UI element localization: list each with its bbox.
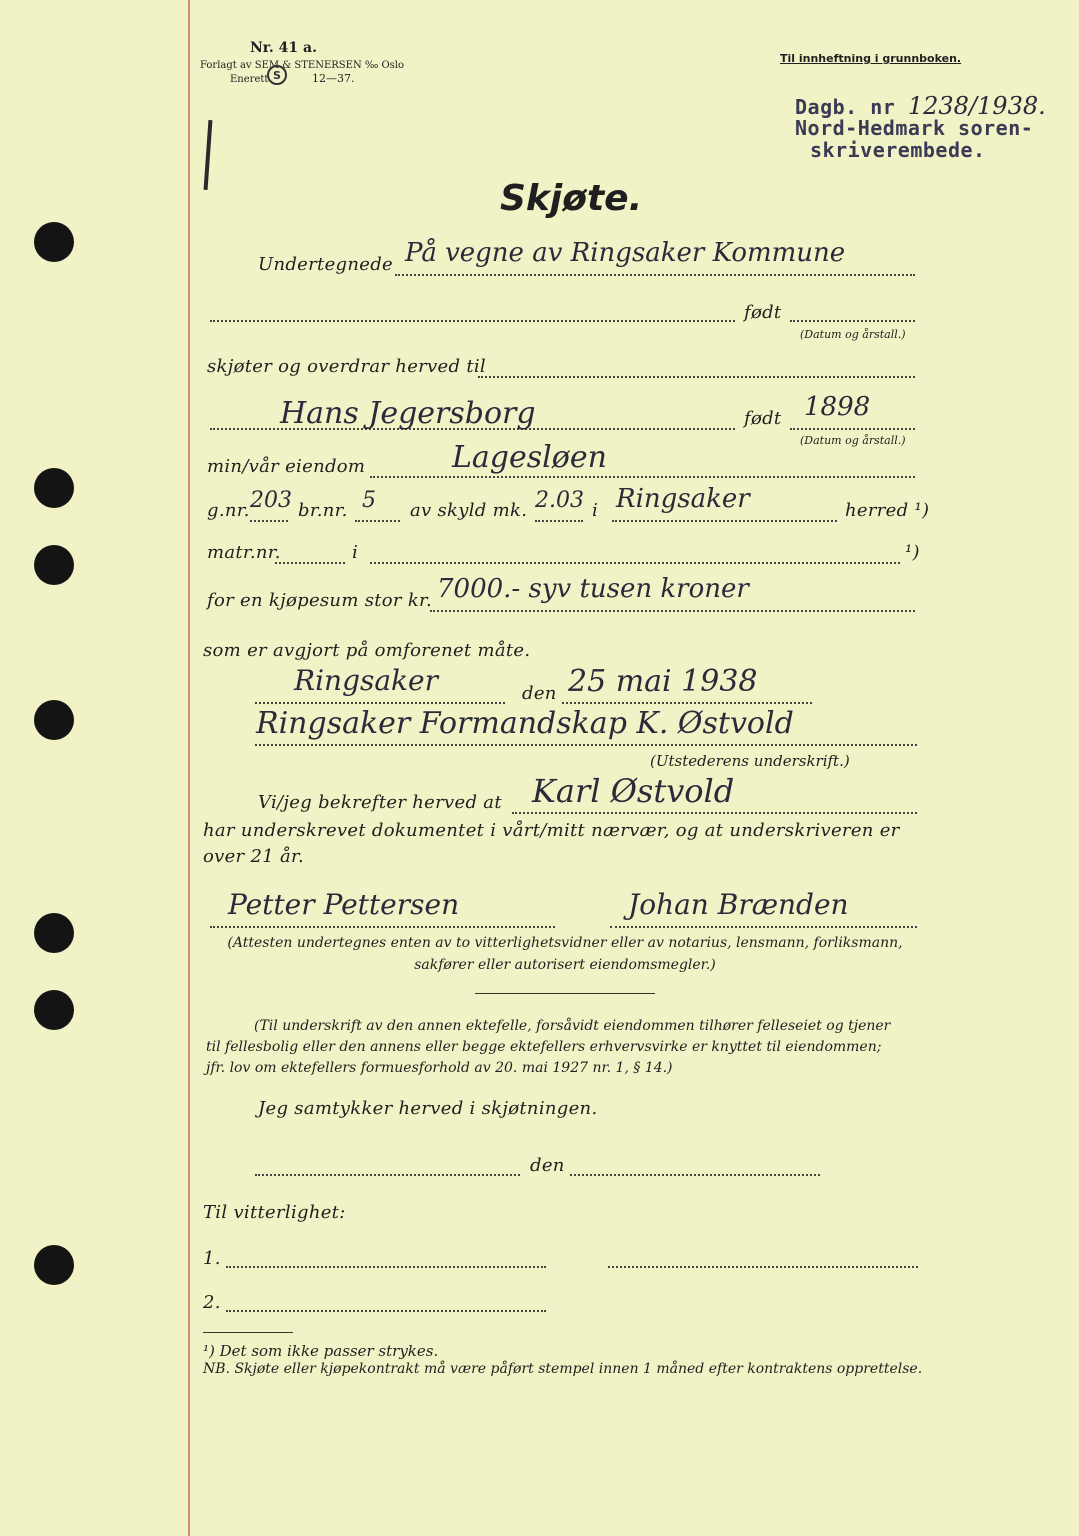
datum-note-2: (Datum og årstall.) [800, 434, 906, 447]
binder-hole-icon [34, 990, 74, 1030]
bekrefter-line [512, 812, 917, 814]
footnote-separator [203, 1332, 293, 1333]
matr-note: ¹) [905, 542, 920, 563]
place-line [255, 702, 505, 704]
brnr-line [355, 520, 400, 522]
matr-i-line [370, 562, 900, 564]
skyld-label: av skyld mk. [410, 500, 528, 521]
gnr-label: g.nr. [207, 500, 250, 521]
undertegnede-label: Undertegnede [258, 254, 393, 275]
eiendom-value: Lagesløen [452, 440, 607, 475]
binder-hole-icon [34, 700, 74, 740]
kjopesum-label: for en kjøpesum stor kr. [207, 590, 433, 611]
stamp-line-1: Dagb. nr 1238/1938. [795, 92, 1046, 120]
fodt-date-line-1 [790, 320, 915, 322]
bekrefter-rest-2: over 21 år. [203, 846, 304, 867]
gnr-line [250, 520, 288, 522]
journal-number: 1238/1938. [907, 92, 1046, 120]
utsteder-note: (Utstederens underskrift.) [650, 752, 850, 770]
attest-note: (Attesten undertegnes enten av to vitterlighetsvidner eller av notarius, lensmann, forliksmann, sakfører eller autorisert eiendomsmegler.) [227, 935, 903, 973]
datum-note-1: (Datum og årstall.) [800, 328, 906, 341]
eiendom-label: min/vår eiendom [207, 456, 366, 477]
form-edition: 12—37. [312, 72, 355, 85]
binder-hole-icon [34, 545, 74, 585]
consent-text: Jeg samtykker herved i skjøtningen. [258, 1098, 598, 1119]
witness-2: Johan Brænden [628, 888, 849, 921]
witness-number-2: 2. [203, 1292, 221, 1313]
stamp-line-3: skriverembede. [810, 138, 986, 162]
undertegnede-line [395, 274, 915, 276]
publisher-line: Forlagt av SEM & STENERSEN ‰ Oslo [200, 60, 405, 71]
date-value: 25 mai 1938 [568, 664, 758, 699]
binder-hole-icon [34, 468, 74, 508]
binder-hole-icon [34, 222, 74, 262]
den-label: den [522, 683, 557, 704]
brnr-label: br.nr. [298, 500, 348, 521]
place-value: Ringsaker [294, 664, 438, 697]
form-number: Nr. 41 a. [250, 40, 317, 56]
overdrar-line [478, 376, 915, 378]
undertegnede-value: På vegne av Ringsaker Kommune [405, 238, 846, 268]
enerett-label: Enerett [230, 74, 269, 85]
svg-text:S: S [273, 69, 281, 82]
fodt-line-1 [210, 320, 735, 322]
bekrefter-value: Karl Østvold [532, 772, 735, 810]
bekrefter-label: Vi/jeg bekrefter herved at [258, 792, 502, 813]
binder-hole-icon [34, 913, 74, 953]
matr-i-label: i [352, 542, 359, 563]
spouse-witness-line-1b [608, 1266, 918, 1268]
matr-label: matr.nr. [207, 542, 281, 563]
margin-mark [204, 120, 213, 190]
brnr-value: 5 [362, 488, 376, 513]
i-label: i [592, 500, 599, 521]
herred-value: Ringsaker [616, 484, 750, 514]
herred-label: herred ¹) [845, 500, 930, 521]
spouse-note: (Til underskrift av den annen ektefelle, forsåvidt eiendommen tilhører felleseiet og tjener til fellesbolig eller den annens eller begge ektefellers erhvervsvirke er knyttet til eiendommen; jfr. lov om ektefellers formuesforhold av 20. mai 1927 nr. 1, § 14.) [206, 1018, 891, 1076]
herred-line [612, 520, 837, 522]
kjopesum-line [430, 610, 915, 612]
document-title: Skjøte. [500, 178, 643, 219]
consent-den-label: den [530, 1155, 565, 1176]
bekrefter-rest-1: har underskrevet dokumentet i vårt/mitt nærvær, og at underskriveren er [203, 820, 900, 841]
spouse-witness-line-1 [226, 1266, 546, 1268]
eiendom-line [370, 476, 915, 478]
publisher-logo-icon [266, 64, 288, 86]
consent-place-line [255, 1174, 520, 1176]
spouse-witness-line-2 [226, 1310, 546, 1312]
skyld-line [535, 520, 583, 522]
gnr-value: 203 [250, 488, 292, 513]
date-line [562, 702, 812, 704]
buyer-fodt-label: født [744, 408, 782, 429]
matr-line [275, 562, 345, 564]
kjopesum-value: 7000.- syv tusen kroner [437, 574, 749, 604]
margin-line [188, 0, 190, 1536]
signature-value: Ringsaker Formandskap K. Østvold [256, 706, 794, 741]
footnote-1: ¹) Det som ikke passer strykes. [203, 1342, 439, 1360]
separator [475, 993, 655, 994]
footnote-2: NB. Skjøte eller kjøpekontrakt må være påført stempel innen 1 måned efter kontraktens opprettelse. [203, 1361, 923, 1377]
buyer-fodt-value: 1898 [804, 392, 871, 422]
witness-line-2 [610, 926, 917, 928]
fodt-label-1: født [744, 302, 782, 323]
signature-line [255, 744, 917, 746]
witness-number-1: 1. [203, 1248, 221, 1269]
buyer-name: Hans Jegersborg [280, 396, 536, 431]
overdrar-label: skjøter og overdrar herved til [207, 356, 486, 377]
top-right-note: Til innheftning i grunnboken. [780, 52, 962, 65]
stamp-line-2: Nord-Hedmark soren- [795, 116, 1034, 140]
binder-hole-icon [34, 1245, 74, 1285]
vitterlighet-label: Til vitterlighet: [203, 1202, 346, 1223]
consent-date-line [570, 1174, 820, 1176]
avgjort-text: som er avgjort på omforenet måte. [203, 640, 531, 661]
witness-line-1 [210, 926, 555, 928]
witness-1: Petter Pettersen [228, 888, 460, 921]
buyer-fodt-line [790, 428, 915, 430]
skyld-value: 2.03 [535, 488, 584, 513]
